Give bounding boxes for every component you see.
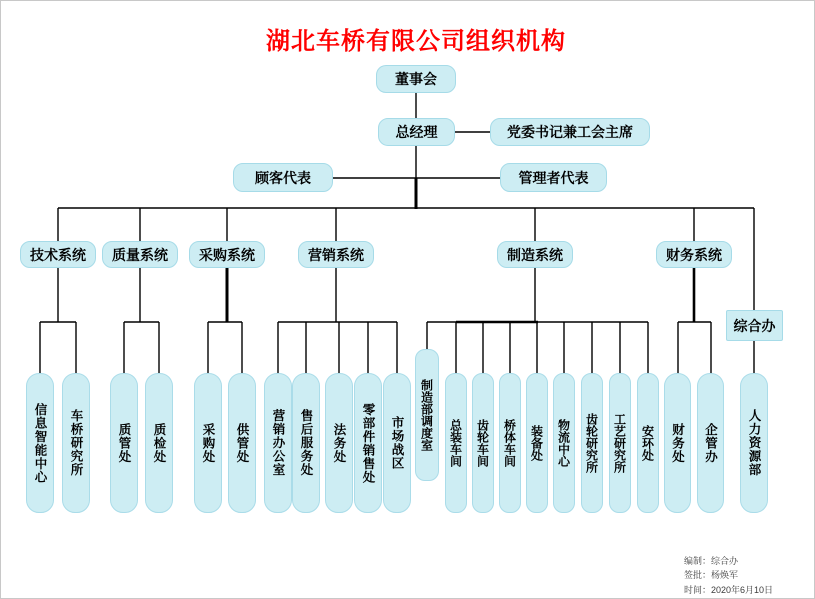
org-board: 董事会 (376, 65, 456, 93)
dept-gear-workshop: 齿轮车间 (472, 373, 494, 513)
dept-legal-affairs: 法务处 (325, 373, 353, 513)
dept-axle-research-institute: 车桥研究所 (62, 373, 90, 513)
system-admin-office: 综合办 (726, 310, 783, 341)
dept-parts-sales: 零部件销售处 (354, 373, 382, 513)
dept-assembly-workshop: 总装车间 (445, 373, 467, 513)
dept-human-resources: 人力资源部 (740, 373, 768, 513)
dept-purchasing: 采购处 (194, 373, 222, 513)
dept-finance: 财务处 (664, 373, 691, 513)
system-marketing: 营销系统 (298, 241, 374, 268)
dept-logistics-center: 物流中心 (553, 373, 575, 513)
dept-market-war-zone: 市场战区 (383, 373, 411, 513)
footer-date: 时间：2020年6月10日 (684, 584, 774, 595)
dept-equipment: 装备处 (526, 373, 548, 513)
dept-marketing-office: 营销办公室 (264, 373, 292, 513)
dept-after-sales-service: 售后服务处 (292, 373, 320, 513)
org-party-secretary: 党委书记兼工会主席 (490, 118, 650, 146)
org-customer-rep: 顾客代表 (233, 163, 333, 192)
page-title: 湖北车桥有限公司组织机构 (266, 28, 566, 55)
dept-mfg-dispatch-room: 制造部调度室 (415, 349, 439, 481)
dept-quality-inspection: 质检处 (145, 373, 173, 513)
dept-quality-management: 质管处 (110, 373, 138, 513)
footer-approved-by: 签批：杨焕军 (684, 570, 739, 581)
org-management-rep: 管理者代表 (500, 163, 607, 192)
system-procurement: 采购系统 (189, 241, 265, 268)
footer-prepared-by: 编制：综合办 (684, 556, 739, 566)
dept-enterprise-management: 企管办 (697, 373, 724, 513)
dept-process-research-institute: 工艺研究所 (609, 373, 631, 513)
dept-supply-management: 供管处 (228, 373, 256, 513)
system-manufacturing: 制造系统 (497, 241, 573, 268)
system-finance: 财务系统 (656, 241, 732, 268)
dept-axle-body-workshop: 桥体车间 (499, 373, 521, 513)
org-general-manager: 总经理 (378, 118, 455, 146)
system-quality: 质量系统 (102, 241, 178, 268)
dept-safety-environment: 安环处 (637, 373, 659, 513)
dept-gear-research-institute: 齿轮研究所 (581, 373, 603, 513)
footer-block (684, 554, 773, 597)
system-technology: 技术系统 (20, 241, 96, 268)
dept-info-intelligence-center: 信息智能中心 (26, 373, 54, 513)
